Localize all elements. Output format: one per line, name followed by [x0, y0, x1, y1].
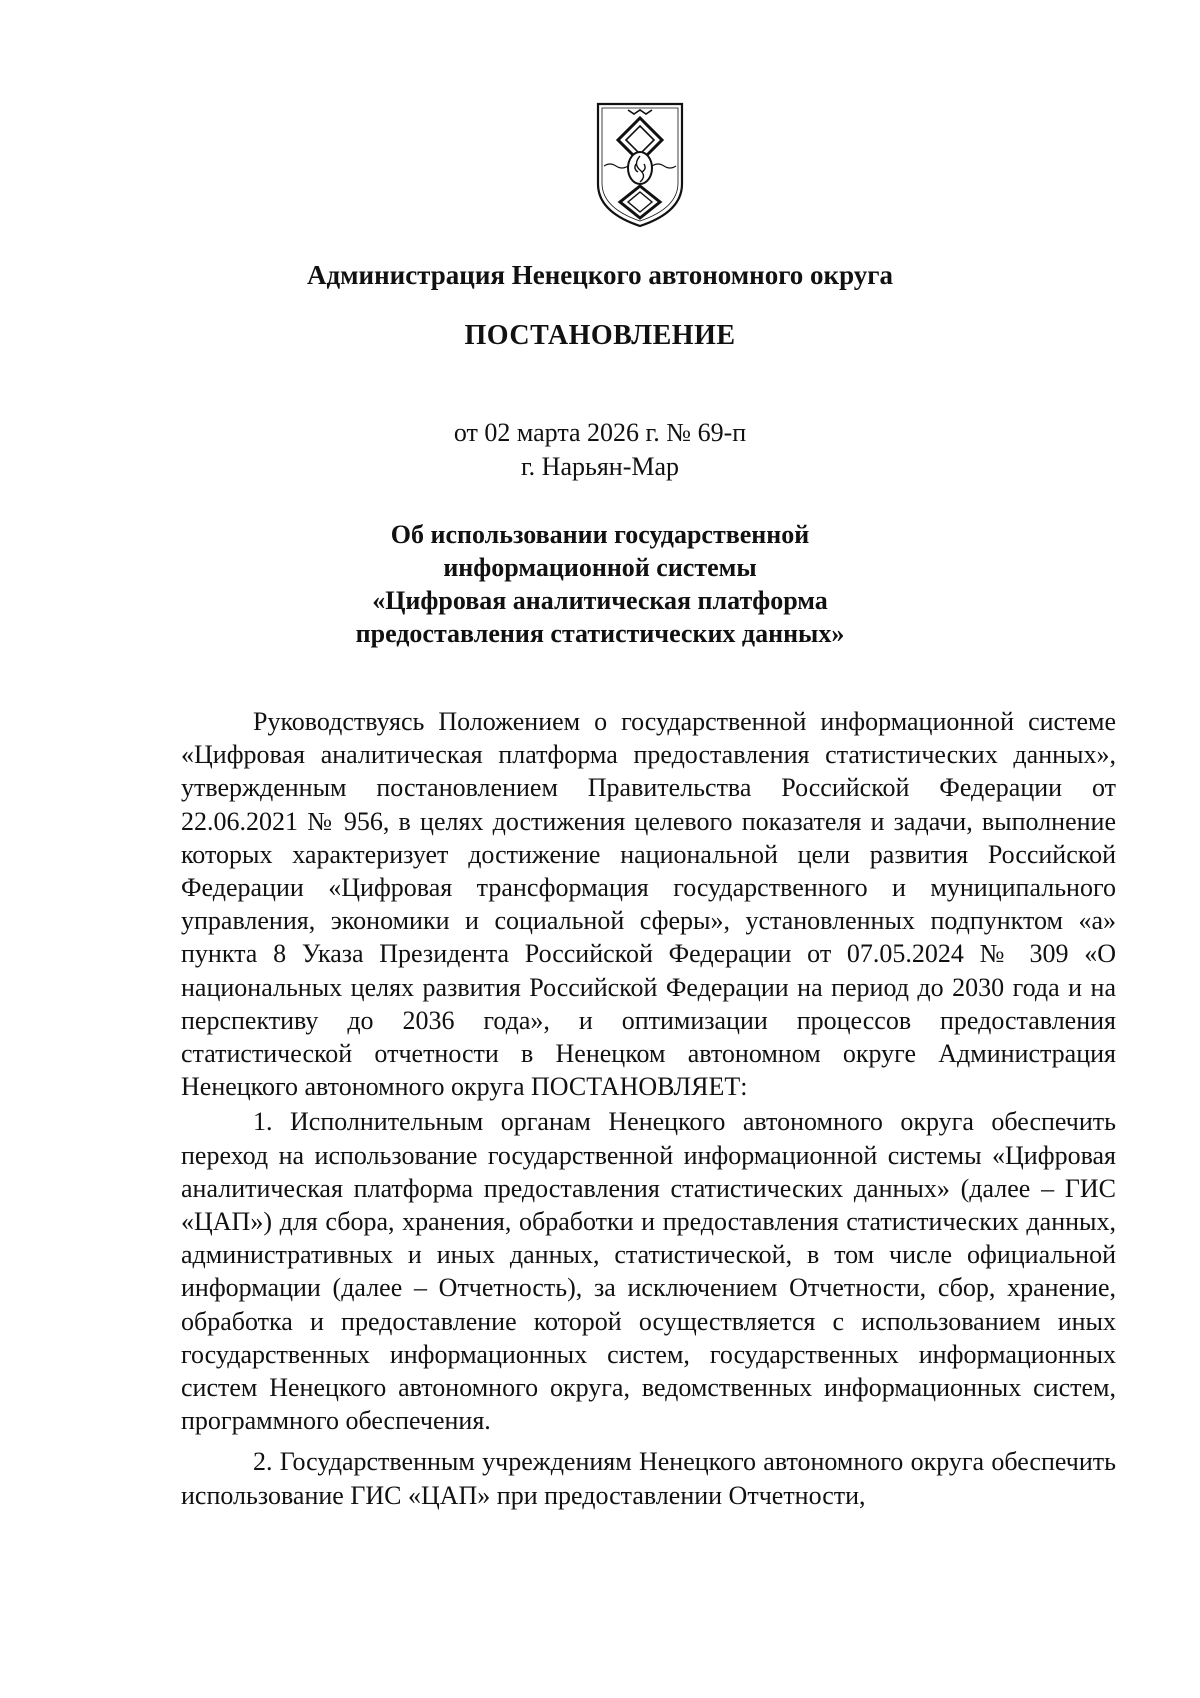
item-1-paragraph: 1. Исполнительным органам Ненецкого автономного округа обеспечить переход на использование государственной информационной системы «Цифровая аналитическая платформа предоставления статистических данных» (далее – ГИС «ЦАП») для сбора, хранения, обработки и предоставления статистических данных, административных и иных данных, статистической, в том числе официальной информации (далее – Отчетность), за исключением Отчетности, сбор, хранение, обработка и предоставление которой осуществляется с использованием иных государственных информационных систем, государственных информационных систем Ненецкого автономного округа, ведомственных информационных систем, программного обеспечения.: [181, 1107, 1116, 1436]
document-date-number: от 02 марта 2026 г. № 69-п: [453, 418, 747, 447]
document-title: [0, 518, 1200, 650]
title-line: информационной системы: [443, 553, 757, 582]
title-line: «Цифровая аналитическая платформа: [372, 586, 828, 615]
title-line: Об использовании государственной: [390, 520, 810, 549]
coat-of-arms-emblem: [594, 100, 686, 228]
document-body: [181, 705, 1116, 1512]
item-2-paragraph: 2. Государственным учреждениям Ненецкого автономного округа обеспечить использование ГИС «ЦАП» при предоставлении Отчетности,: [181, 1447, 1116, 1510]
document-type: ПОСТАНОВЛЕНИЕ: [464, 320, 736, 351]
title-line: предоставления статистических данных»: [355, 619, 845, 648]
preamble-paragraph: Руководствуясь Положением о государственной информационной системе «Цифровая аналитическая платформа предоставления статистических данных», утвержденным постановлением Правительства Российской Федерации от 22.06.2021 № 956, в целях достижения целевого показателя и задачи, выполнение которых характеризует достижение национальной цели развития Российской Федерации «Цифровая трансформация государственного и муниципального управления, экономики и социальной сферы», установленных подпунктом «а» пункта 8 Указа Президента Российской Федерации от 07.05.2024 № 309 «О национальных целях развития Российской Федерации на период до 2030 года и на перспективу до 2036 года», и оптимизации процессов предоставления статистической отчетности в Ненецком автономном округе Администрация Ненецкого автономного округа ПОСТАНОВЛЯЕТ:: [181, 707, 1116, 1102]
document-city: г. Нарьян-Мар: [520, 452, 680, 481]
organization-name: Администрация Ненецкого автономного округа: [306, 260, 894, 290]
